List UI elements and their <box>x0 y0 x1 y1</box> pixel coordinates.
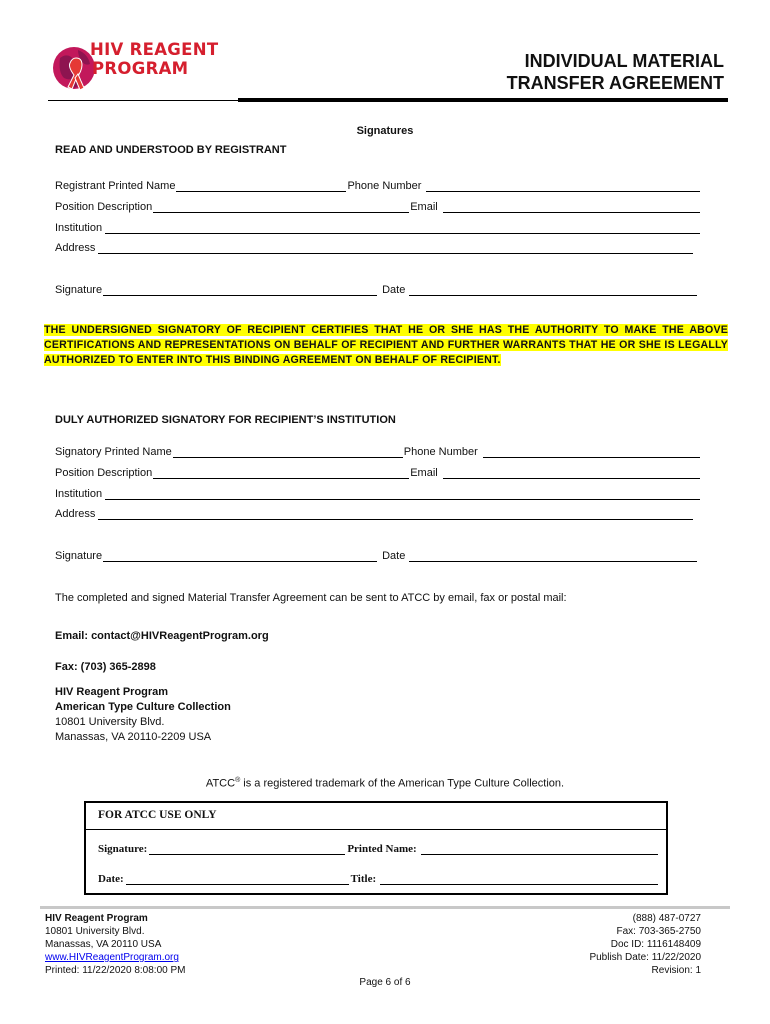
page-number: Page 6 of 6 <box>359 977 411 988</box>
registered-mark: ® <box>235 777 241 784</box>
footer-publish-date: Publish Date: 11/22/2020 <box>589 952 701 963</box>
footer-fax: Fax: 703-365-2750 <box>616 926 701 937</box>
signatory-name-label: Signatory Printed Name <box>55 446 172 458</box>
signatory-signature-label: Signature <box>55 550 103 562</box>
signatory-email-label: Email <box>410 467 438 479</box>
footer-street: 10801 University Blvd. <box>45 926 145 937</box>
atcc-printed-name-label: Printed Name: <box>347 843 417 855</box>
signatory-institution-row <box>55 486 700 500</box>
registrant-institution-label: Institution <box>55 222 103 234</box>
program-logo <box>50 36 240 100</box>
atcc-box-divider <box>86 829 666 830</box>
signatory-section-title: DULY AUTHORIZED SIGNATORY FOR RECIPIENT’S INSTITUTION <box>55 414 396 426</box>
footer-phone: (888) 487-0727 <box>632 913 701 924</box>
atcc-signature-row <box>98 841 658 855</box>
contact-city: Manassas, VA 20110-2209 USA <box>55 731 212 743</box>
footer-rule <box>40 906 730 909</box>
registrant-address-field[interactable] <box>98 243 693 254</box>
registrant-email-field[interactable] <box>443 202 700 213</box>
contact-org-name: HIV Reagent Program <box>55 686 169 698</box>
header-rule-thick <box>238 98 728 102</box>
registrant-email-label: Email <box>410 201 438 213</box>
atcc-printed-name-field[interactable] <box>421 844 658 855</box>
contact-org-parent: American Type Culture Collection <box>55 701 231 713</box>
signatory-date-label: Date <box>382 550 406 562</box>
signatory-signature-date-row <box>55 548 697 562</box>
registrant-date-field[interactable] <box>409 285 697 296</box>
contact-email: Email: contact@HIVReagentProgram.org <box>55 630 269 642</box>
footer-website-link[interactable]: www.HIVReagentProgram.org <box>45 952 179 963</box>
contact-street: 10801 University Blvd. <box>55 716 165 728</box>
signatory-date-field[interactable] <box>409 551 697 562</box>
registrant-name-phone-row <box>55 178 700 192</box>
atcc-date-field[interactable] <box>126 874 349 885</box>
trademark-suffix: is a registered trademark of the American Type Culture Collection. <box>240 777 565 790</box>
registrant-signature-field[interactable] <box>103 285 377 296</box>
signatory-address-label: Address <box>55 508 96 520</box>
registrant-position-field[interactable] <box>153 202 409 213</box>
atcc-box-header: FOR ATCC USE ONLY <box>98 809 217 821</box>
submission-instructions: The completed and signed Material Transfer Agreement can be sent to ATCC by email, fax or postal mail: <box>55 592 567 604</box>
signatory-address-row <box>55 506 693 520</box>
title-line-1: INDIVIDUAL MATERIAL <box>524 51 724 71</box>
logo-line-2: PROGRAM <box>92 59 189 78</box>
footer-revision: Revision: 1 <box>651 965 701 976</box>
signatory-position-field[interactable] <box>153 468 409 479</box>
registrant-address-row <box>55 240 693 254</box>
logo-line-1: HIV REAGENT <box>90 40 219 59</box>
signatory-name-phone-row <box>55 444 700 458</box>
signatory-position-email-row <box>55 465 700 479</box>
signatory-address-field[interactable] <box>98 509 693 520</box>
atcc-signature-field[interactable] <box>149 844 345 855</box>
signatory-position-label: Position Description <box>55 467 153 479</box>
registrant-signature-date-row <box>55 282 697 296</box>
logo-wordmark <box>90 40 218 78</box>
signatory-phone-field[interactable] <box>483 447 700 458</box>
registrant-position-label: Position Description <box>55 201 153 213</box>
registrant-signature-label: Signature <box>55 284 103 296</box>
signatory-email-field[interactable] <box>443 468 700 479</box>
certification-statement <box>44 323 728 368</box>
atcc-date-label: Date: <box>98 873 124 885</box>
signatory-signature-field[interactable] <box>103 551 377 562</box>
signatures-heading: Signatures <box>356 125 414 137</box>
footer-address-block <box>45 912 185 977</box>
registrant-institution-field[interactable] <box>105 223 700 234</box>
registrant-name-field[interactable] <box>176 181 346 192</box>
footer-printed-date: Printed: 11/22/2020 8:08:00 PM <box>45 965 186 976</box>
trademark-notice <box>0 777 770 790</box>
document-title <box>507 50 724 94</box>
registrant-phone-label: Phone Number <box>347 180 422 192</box>
registrant-institution-row <box>55 220 700 234</box>
atcc-signature-label: Signature: <box>98 843 148 855</box>
signatory-name-field[interactable] <box>173 447 403 458</box>
footer-doc-info <box>589 912 701 977</box>
title-line-2: TRANSFER AGREEMENT <box>506 73 724 93</box>
certification-text: THE UNDERSIGNED SIGNATORY OF RECIPIENT CERTIFIES THAT HE OR SHE HAS THE AUTHORITY TO MAKE THE ABOVE CERTIFICATIONS AND REPRESENTATIONS ON BEHALF OF RECIPIENT AND FURTHER WARRANTS THAT HE OR SHE IS LEGALLY AUTHORIZED TO ENTER INTO THIS BINDING AGREEMENT ON BEHALF OF RECIPIENT. <box>44 324 728 366</box>
trademark-prefix: ATCC <box>205 777 236 790</box>
footer-city: Manassas, VA 20110 USA <box>45 939 162 950</box>
registrant-name-label: Registrant Printed Name <box>55 180 176 192</box>
atcc-date-row <box>98 871 658 885</box>
contact-fax: Fax: (703) 365-2898 <box>55 661 156 673</box>
registrant-phone-field[interactable] <box>426 181 700 192</box>
header-rule-thin <box>48 100 238 101</box>
registrant-address-label: Address <box>55 242 96 254</box>
registrant-date-label: Date <box>382 284 406 296</box>
atcc-use-only-box <box>84 801 668 895</box>
footer-doc-id: Doc ID: 1116148409 <box>610 939 701 950</box>
footer-org: HIV Reagent Program <box>45 913 148 924</box>
atcc-title-label: Title: <box>350 873 377 885</box>
signatory-phone-label: Phone Number <box>403 446 478 458</box>
registrant-section-title: READ AND UNDERSTOOD BY REGISTRANT <box>55 144 287 156</box>
signatory-institution-label: Institution <box>55 488 103 500</box>
registrant-position-email-row <box>55 199 700 213</box>
atcc-title-field[interactable] <box>380 874 658 885</box>
signatory-institution-field[interactable] <box>105 489 700 500</box>
